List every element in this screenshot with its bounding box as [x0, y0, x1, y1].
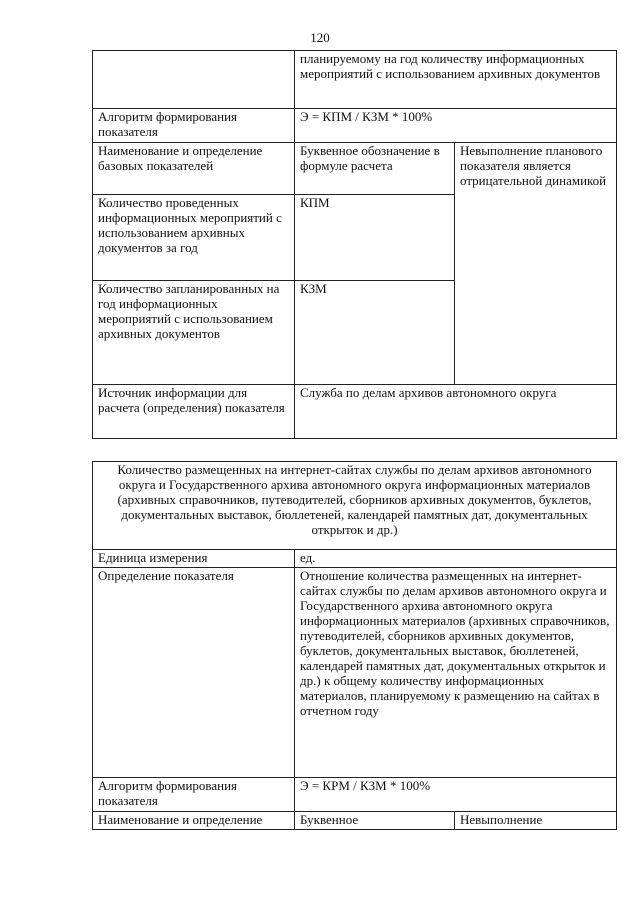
letter-designation-header: Буквенное обозначение в формуле расчета [295, 143, 455, 195]
source-label: Источник информации для расчета (определения) показателя [93, 385, 295, 439]
table-row [93, 550, 617, 568]
table-row [93, 568, 617, 778]
algorithm-label: Алгоритм формирования показателя [93, 778, 295, 812]
page-number: 120 [310, 30, 330, 45]
table-row [93, 462, 617, 550]
indicator-title: Количество размещенных на интернет-сайтах службы по делам архивов автономного округа и Государственного архива автономного округа информационных материалов (архивных справочников, путеводителей, сборников архивных документов, буклетов, документальных выставок, бюллетеней, календарей памятных дат, документальных открыток и др.) [93, 462, 617, 550]
algorithm-label: Алгоритм формирования показателя [93, 109, 295, 143]
table-row [93, 812, 617, 830]
indicator-table-2 [92, 461, 617, 830]
unit-label: Единица измерения [93, 550, 295, 568]
indicator-table-1 [92, 50, 617, 439]
table-row [93, 385, 617, 439]
unit-value: ед. [295, 550, 617, 568]
table-row [93, 51, 617, 109]
note-cell: Невыполнение [455, 812, 617, 830]
continued-definition: планируемому на год количеству информационных мероприятий с использованием архивных документов [295, 51, 617, 109]
base-indicator-label: Количество запланированных на год информационных мероприятий с использованием архивных документов [93, 281, 295, 385]
table-row [93, 778, 617, 812]
table-row [93, 143, 617, 195]
definition-value: Отношение количества размещенных на интернет-сайтах службы по делам архивов автономного округа и Государственного архива автономного округа информационных материалов (архивных справочников, путеводителей, сборников архивных документов, буклетов, документальных выставок, бюллетеней, календарей памятных дат, документальных открыток и др.) к общему количеству информационных материалов, планируемому к размещению на сайтах в отчетном году [295, 568, 617, 778]
algorithm-formula: Э = КПМ / КЗМ * 100% [295, 109, 617, 143]
letter-designation-header: Буквенное [295, 812, 455, 830]
base-indicator-symbol: КПМ [295, 195, 455, 281]
algorithm-formula: Э = КРМ / КЗМ * 100% [295, 778, 617, 812]
empty-cell [93, 51, 295, 109]
source-value: Служба по делам архивов автономного округа [295, 385, 617, 439]
base-indicator-symbol: КЗМ [295, 281, 455, 385]
definition-label: Определение показателя [93, 568, 295, 778]
base-indicators-label: Наименование и определение [93, 812, 295, 830]
table-row [93, 109, 617, 143]
note-cell: Невыполнение планового показателя является отрицательной динамикой [455, 143, 617, 385]
base-indicators-label: Наименование и определение базовых показателей [93, 143, 295, 195]
base-indicator-label: Количество проведенных информационных мероприятий с использованием архивных документов за год [93, 195, 295, 281]
